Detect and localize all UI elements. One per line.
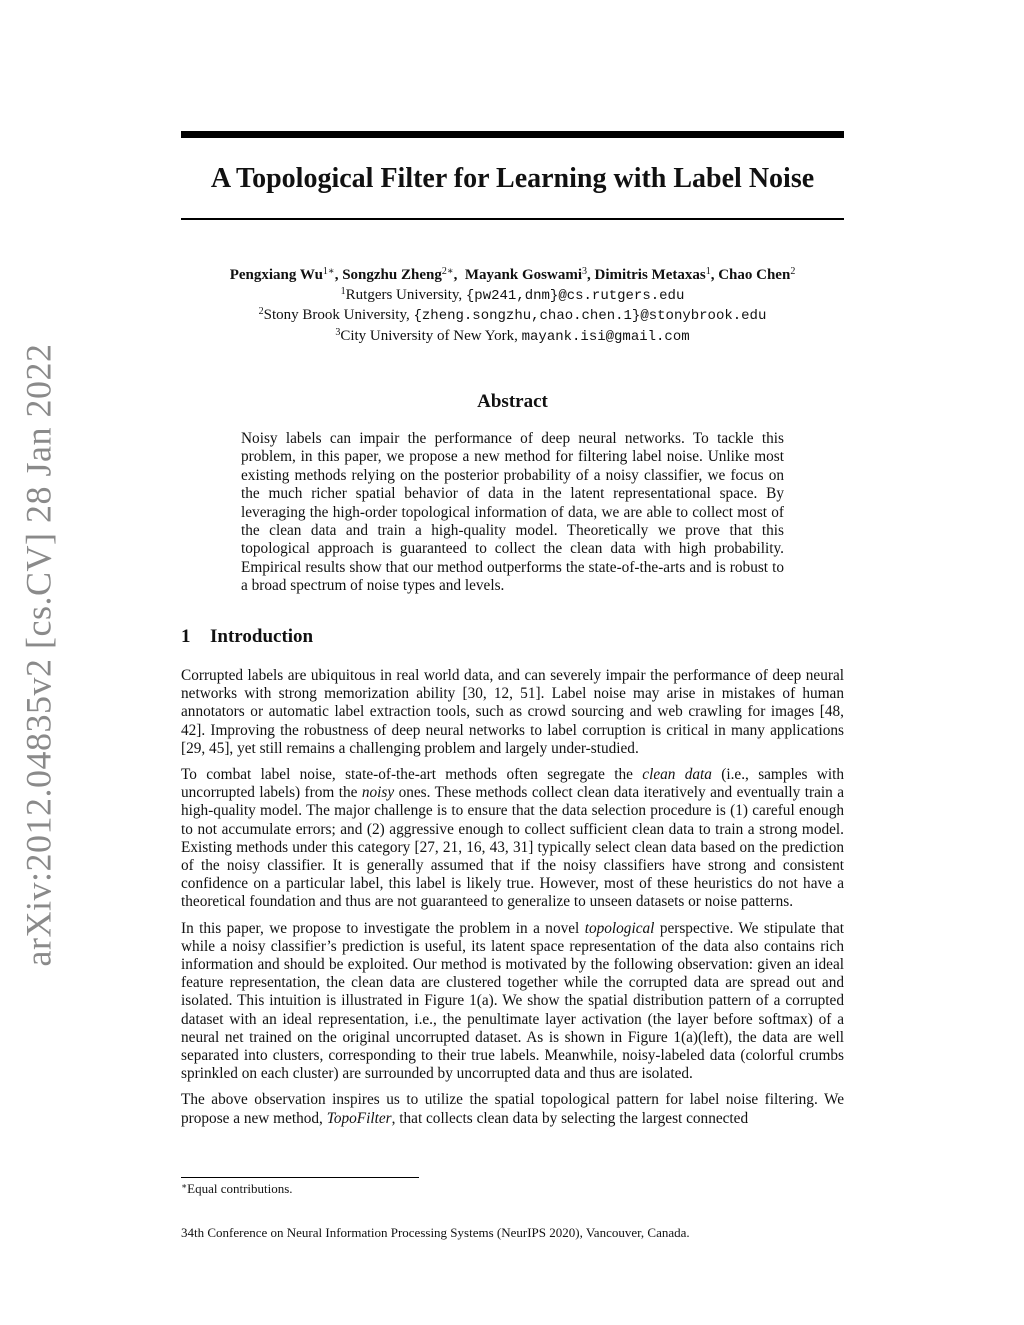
paragraph (181, 920, 844, 1084)
introduction-body (181, 667, 844, 1136)
author-name: Songzhu Zheng (342, 267, 442, 283)
author-name: Mayank Goswami (464, 267, 582, 283)
text-run: ones. These methods collect clean data iteratively and eventually train a high-quality model. The major challenge is to ensure that the data selection procedure is (1) careful enough to not accumulate errors; and (2) aggressive enough to collect sufficient clean data to train a strong model. Existing methods under this category [27, 21, 16, 43, 31] typically select clean data based on the prediction of the noisy classifier. It is generally assumed that if the noisy classifiers have strong and consistent confidence on a particular label, this label is likely true. However, most of these heuristics do not have a theoretical foundation and thus are not guaranteed to generalize to unseen datasets or noise patterns. (181, 784, 844, 911)
title-top-rule (181, 131, 844, 138)
author-name: Dimitris Metaxas (594, 267, 706, 283)
text-run: perspective. We stipulate that while a noisy classifier’s prediction is useful, its latent space representation of the data also contains rich information and should be exploited. Our method is motivated by the following observation: given an ideal feature representation, the clean data are clustered together while the corrupted data are spread out and isolated. This intuition is illustrated in Figure 1(a). We show the spatial distribution pattern of a corrupted dataset with an ideal representation, i.e., the penultimate layer activation (the layer before softmax) of a neural net trained on the original uncorrupted dataset. As is shown in Figure 1(a)(left), the data are well separated into clusters, corresponding to their true labels. Meanwhile, noisy-labeled data (colorful crumbs sprinkled on each cluster) are surrounded by uncorrupted data and thus are isolated. (181, 919, 845, 1083)
author-mark: 1 (705, 266, 711, 277)
section-number: 1 (181, 626, 191, 647)
section-title: Introduction (210, 626, 314, 647)
affiliation (181, 286, 844, 307)
venue-note: 34th Conference on Neural Information Processing Systems (NeurIPS 2020), Vancouver, Canada. (181, 1225, 690, 1240)
text-run: To combat label noise, state-of-the-art methods often segregate the (181, 766, 643, 784)
author-list: Pengxiang $Wu^{1∗}$, Songzhu Zheng$^{2∗}$, Mayank Goswami$^3$, Dimitris Metaxas$^1$, Chao Chen$^2$ (229, 266, 796, 283)
author-mark: 3 (581, 266, 587, 277)
paragraph (181, 1091, 844, 1127)
author-name: Chao Chen (718, 267, 791, 283)
title-bottom-rule (181, 218, 844, 220)
emphasis: noisy (361, 784, 395, 802)
text-run: The above observation inspires us to utilize the spatial topological pattern for label noise filtering. We propose a new method, (181, 1091, 844, 1127)
emphasis: TopoFilter (326, 1109, 392, 1127)
author-block (181, 266, 844, 347)
footnote-text: Equal contributions. (187, 1181, 293, 1196)
section-heading (181, 626, 313, 648)
abstract-heading: Abstract (477, 391, 548, 412)
text-run: , that collects clean data by selecting the largest connected (391, 1109, 749, 1127)
affiliation-email: {zheng.songzhu,chao.chen.1}@stonybrook.edu (413, 308, 767, 324)
author-mark: 1∗ (322, 266, 335, 277)
affiliation-mark: 3 (335, 326, 341, 338)
affiliation (181, 327, 844, 348)
affiliation-mark: 2 (258, 306, 264, 317)
affiliation-name: City University of New York, (340, 327, 522, 344)
author-mark: 2 (790, 266, 796, 277)
affiliation-name: Rutgers University, (345, 286, 466, 303)
footnote (181, 1181, 293, 1197)
author-mark: 2∗ (441, 266, 454, 277)
author-name: Pengxiang Wu (229, 267, 323, 283)
affiliation (181, 306, 844, 327)
abstract-text: Noisy labels can impair the performance of deep neural networks. To tackle this problem, in this paper, we propose a new method for filtering label noise. Unlike most existing methods relying on the posterior probability of a noisy classifier, we focus on the much richer spatial behavior of data in the latent representational space. By leveraging the high-order topological information of data, we are able to collect most of the clean data and train a high-quality model. Theoretically we prove that this topological approach is guaranteed to collect the clean data with high probability. Empirical results show that our method outperforms the state-of-the-arts and is robust to a broad spectrum of noise types and levels. (241, 430, 784, 595)
affiliation-email: mayank.isi@gmail.com (521, 328, 690, 345)
emphasis: clean data (642, 766, 712, 784)
paragraph (181, 766, 844, 912)
emphasis: topological (584, 919, 655, 937)
arxiv-sidebar (6, 343, 70, 967)
footnote-rule (181, 1177, 419, 1178)
paper-title: A Topological Filter for Learning with Label Noise (210, 163, 815, 194)
arxiv-identifier: arXiv:2012.04835v2 [cs.CV] 28 Jan 2022 (18, 343, 58, 967)
affiliation-mark: 1 (340, 285, 346, 297)
paragraph: Corrupted labels are ubiquitous in real world data, and can severely impair the performance of deep neural networks with strong memorization ability [30, 12, 51]. Label noise may arise in mistakes of human annotators or automatic label extraction tools, such as crowd sourcing and web crawling for images [48, 42]. Improving the robustness of deep neural networks to label corruption is critical in many applications [29, 45], yet still remains a challenging problem and largely under-studied. (181, 667, 844, 757)
affiliation-email: {pw241,dnm}@cs.rutgers.edu (465, 287, 685, 304)
text-run: (i.e., samples with uncorrupted labels) from the (181, 766, 844, 802)
affiliation-name: Stony Brook University, (263, 307, 414, 323)
text-run: In this paper, we propose to investigate the problem in a novel (181, 919, 585, 937)
footnote-mark: ∗ (181, 1181, 188, 1191)
